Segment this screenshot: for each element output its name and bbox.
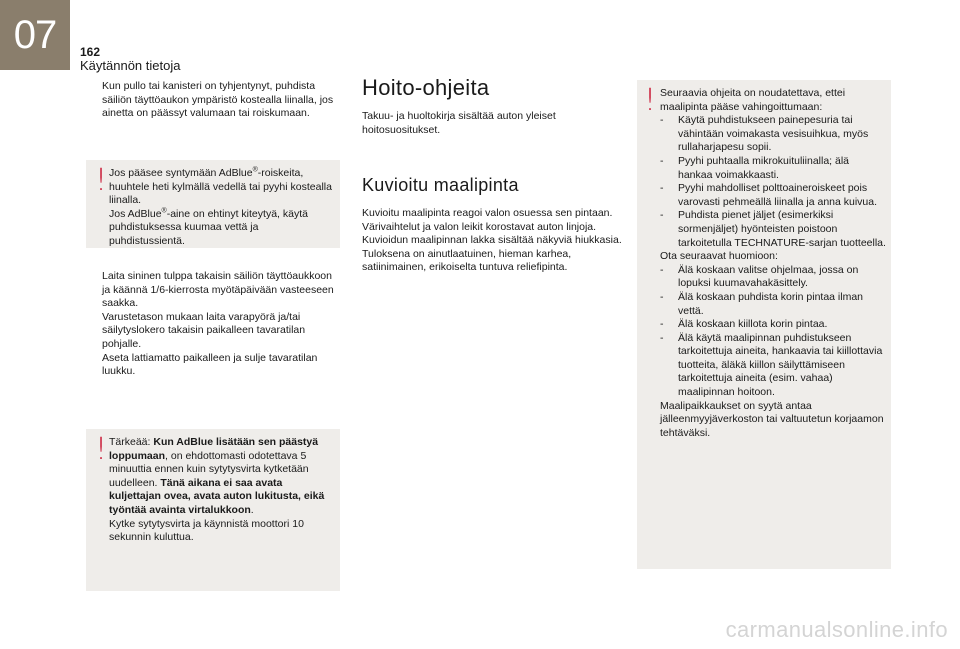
warning-text-part: -aine on ehtinyt kiteytyä, käytä puhdistuksessa kuumaa vettä ja puhdistussientä. [109,207,308,247]
list-item-text: Varustetason mukaan laita varapyörä ja/tai säilytyslokero takaisin paikalleen tavaratilan pohjalle. [102,310,306,350]
warning-text-part: , on ehdottomasti odotettava 5 minuuttia ennen kuin sytytysvirta kytketään uudelleen. [109,449,309,489]
warning-text-part: . [250,503,254,516]
list-item [86,311,336,352]
list-item [86,80,336,121]
dash-bullet: - [660,154,664,167]
warning-text-part: Jos AdBlue [109,207,162,220]
heading-care-instructions: Hoito-ohjeita [362,75,490,100]
warning-text-part: Kytke sytytysvirta ja käynnistä moottori 10 sekunnin kuluttua. [109,517,304,544]
warning-text [660,87,886,440]
warning-exclamation-icon: ! [644,83,657,118]
chapter-number-tab: 07 [0,0,70,70]
warning-text [109,167,335,249]
list-item [660,291,886,318]
paint-care-outro: Maalipaikkaukset on syytä antaa jälleenmyyjäverkoston tai valtuutetun korjaamon tehtäväksi. [660,399,884,439]
list-item [86,270,336,311]
warning-exclamation-icon: ! [95,432,108,467]
list-item [660,155,886,182]
list-item [660,182,886,209]
warning-exclamation-icon: ! [95,163,108,198]
watermark: carmanualsonline.info [725,617,948,642]
left-bullet-1-block [86,80,336,121]
list-item-text: Älä koskaan puhdista korin pintaa ilman vettä. [678,290,864,317]
textured-paint-paragraph: Kuvioitu maalipinta reagoi valon osuessa sen pintaan. Värivaihtelut ja valon leikit korostavat auton linjoja. Kuvioidun maalipinnan lakka sisältää näkyviä hiukkasia. Tuloksena on ainutlaatuinen, hieman karhea, satiinimainen, erikoiselta tuntuva reliefipinta. [362,207,622,274]
warning-text [109,436,335,545]
list-item [660,318,886,332]
dash-bullet: - [660,263,664,276]
paint-care-donts-intro: Ota seuraavat huomioon: [660,250,778,263]
list-item [660,209,886,250]
section-title: Käytännön tietoja [80,58,181,73]
dash-bullet: - [660,331,664,344]
list-item [660,114,886,155]
list-item [660,264,886,291]
warning-text-bold: Kun AdBlue lisätään sen päästyä loppumaan [109,436,319,462]
list-item-text: Älä koskaan kiillota korin pintaa. [678,318,828,331]
list-item [660,332,886,400]
list-item-text: Älä käytä maalipinnan puhdistukseen tarkoitettuja aineita, hankaavia tai kiillottavia tuotteita, äläkä kiillon säilyttämiseen tarkoitettuja aineita (esim. vahaa) maalipinnan hoitoon. [678,331,883,399]
dash-bullet: - [660,114,664,127]
list-item-text: Kun pullo tai kanisteri on tyhjentynyt, puhdista säiliön täyttöaukon ympäristö kostealla liinalla, jos ainetta on päässyt valumaan tai roiskumaan. [102,80,334,120]
intro-paragraph: Takuu- ja huoltokirja sisältää auton yleiset hoitosuositukset. [362,110,556,136]
warning-text-bold: Tänä aikana ei saa avata kuljettajan ovea, avata auton lukitusta, eikä työntää avainta virtalukkoon [109,476,325,516]
list-item-text: Käytä puhdistukseen painepesuria tai vähintään voimakasta vesisuihkua, myös rullaharjapesu sopii. [678,114,869,154]
warning-text-part: Jos pääsee syntymään AdBlue [109,167,253,179]
warning-box-paint-care [637,80,891,569]
dash-bullet: - [660,182,664,195]
warning-text-part: -roiskeita, huuhtele heti kylmällä vedellä tai pyyhi kostealla liinalla. [109,167,332,207]
list-item [86,352,336,379]
list-item-text: Puhdista pienet jäljet (esimerkiksi sormenjäljet) hyönteisten poistoon tarkoitetulla TECHNATURE-sarjan tuotteella. [678,209,886,249]
warning-text-part: Tärkeää: [109,436,154,448]
list-item-text: Pyyhi mahdolliset polttoaineroiskeet pois varovasti pehmeällä liinalla ja anna kuivua. [678,182,878,208]
warning-box-adblue-spill [86,160,340,248]
registered-mark: ® [161,207,167,215]
list-item-text: Aseta lattiamatto paikalleen ja sulje tavaratilan luukku. [102,351,318,378]
registered-mark: ® [252,166,258,174]
dash-bullet: - [660,209,664,222]
list-item-text: Pyyhi puhtaalla mikrokuituliinalla; älä hankaa voimakkaasti. [678,154,850,181]
dash-bullet: - [660,318,664,331]
paint-care-intro: Seuraavia ohjeita on noudatettava, ettei maalipinta pääse vahingoittumaan: [660,87,846,113]
dash-bullet: - [660,290,664,303]
heading-textured-paint: Kuvioitu maalipinta [362,175,519,195]
list-item-text: Älä koskaan valitse ohjelmaa, jossa on lopuksi kuumavahakäsittely. [678,263,859,290]
warning-box-adblue-refill [86,429,340,591]
list-item-text: Laita sininen tulppa takaisin säiliön täyttöaukkoon ja käännä 1/6-kierrosta myötäpäivään vasteeseen saakka. [102,270,334,310]
left-bullet-list [86,270,336,379]
page-number: 162 [80,45,101,59]
